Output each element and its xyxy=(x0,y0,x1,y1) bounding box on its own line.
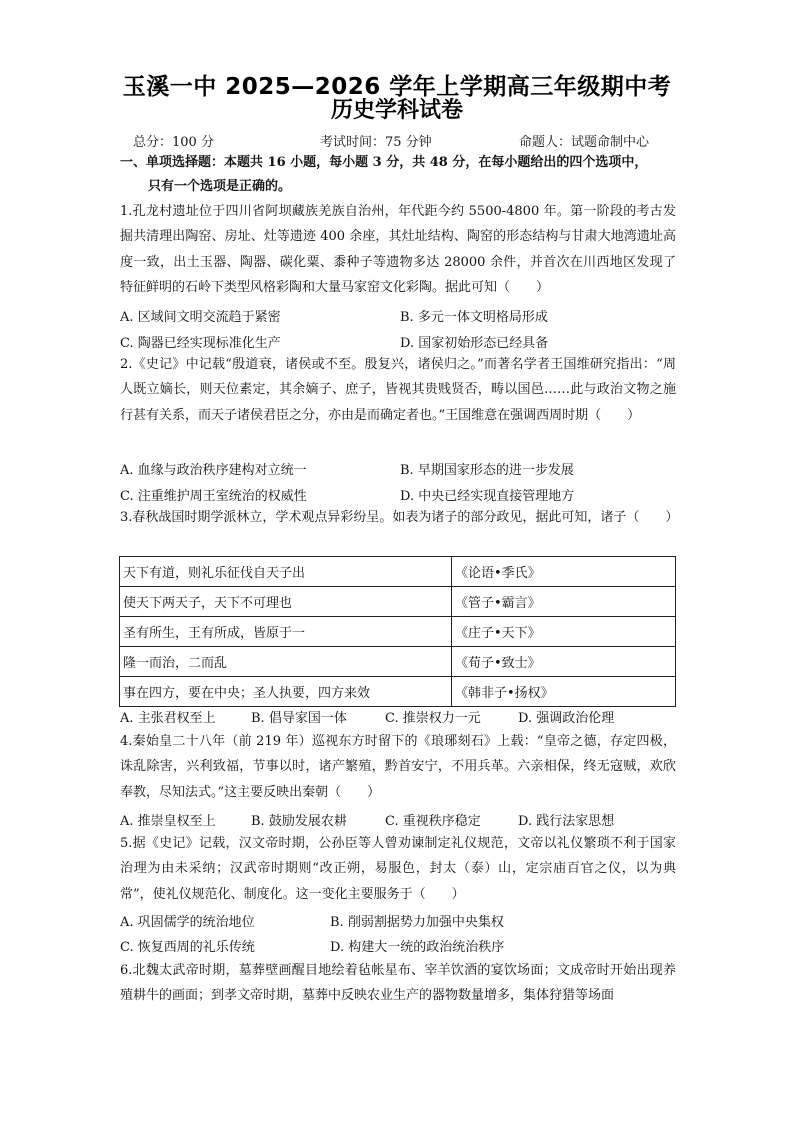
question-1-stem: 1.孔龙村遗址位于四川省阿坝藏族羌族自治州，年代距今约 5500-4800 年。第一阶段的考古发掘共清理出陶窑、房址、灶等遗迹 400 余座，其灶址结构、陶窑的形态结构与甘肃大地湾遗址高度一致，出土玉器、陶器、碳化粟、黍种子等遗物多达 28000 余件，并首次在川西地区发现了特征鲜明的石岭下类型风格彩陶和大量马家窑文化彩陶。据此可知（ ） xyxy=(120,204,676,296)
question-4-stem: 4.秦始皇二十八年（前 219 年）巡视东方时留下的《琅琊刻石》上载：“皇帝之德，存定四极，诛乱除害，兴利致福，节事以时，诸产繁殖，黔首安宁，不用兵革。六亲相保，终无寇贼，欢欣奉教，尽知法式。”这主要反映出秦朝（ ） xyxy=(120,734,676,800)
exam-subtitle: 历史学科试卷 xyxy=(330,98,463,123)
exam-title: 玉溪一中 2025—2026 学年上学期高三年级期中考 xyxy=(122,74,672,100)
section-heading: 一、单项选择题：本题共 16 小题，每小题 3 分，共 48 分，在每小题给出的四个选项中， xyxy=(120,155,648,170)
q4-option-a: A. 推崇皇权至上 xyxy=(120,814,216,829)
q3-option-a: A. 主张君权至上 xyxy=(120,711,216,726)
table-cell-quote: 天下有道，则礼乐征伐自天子出 xyxy=(120,557,452,587)
q3-option-c: C. 推崇权力一元 xyxy=(385,711,481,726)
question-5-stem: 5.据《史记》记载，汉文帝时期，公孙臣等人曾劝谏制定礼仪规范，文帝以礼仪繁琐不利于国家治理为由未采纳；汉武帝时期则“改正朔，易服色，封太（泰）山，定宗庙百官之仪，以为典常”，使礼仪规范化、制度化。这一变化主要服务于（ ） xyxy=(120,836,676,902)
table-cell-source: 《庄子•天下》 xyxy=(452,617,676,647)
table-cell-quote: 圣有所生，王有所成，皆原于一 xyxy=(120,617,452,647)
q1-option-c: C. 陶器已经实现标准化生产 xyxy=(120,336,281,351)
table-row xyxy=(120,647,676,677)
total-score: 总分：100 分 xyxy=(133,135,214,150)
q2-option-d: D. 中央已经实现直接管理地方 xyxy=(400,489,575,504)
table-cell-quote: 隆一而治，二而乱 xyxy=(120,647,452,677)
table-row xyxy=(120,617,676,647)
table-cell-source: 《荀子•致士》 xyxy=(452,647,676,677)
q1-option-b: B. 多元一体文明格局形成 xyxy=(400,310,548,325)
q2-option-a: A. 血缘与政治秩序建构对立统一 xyxy=(120,463,307,478)
table-cell-source: 《管子•霸言》 xyxy=(452,587,676,617)
table-cell-quote: 事在四方，要在中央；圣人执要，四方来效 xyxy=(120,677,452,707)
q3-table xyxy=(119,556,676,707)
table-cell-source: 《韩非子•扬权》 xyxy=(452,677,676,707)
q4-option-c: C. 重视秩序稳定 xyxy=(385,814,481,829)
q2-option-c: C. 注重维护周王室统治的权威性 xyxy=(120,489,307,504)
question-6-stem: 6.北魏太武帝时期，墓葬壁画醒目地绘着毡帐星布、宰羊饮酒的宴饮场面；文成帝时开始出现养殖耕牛的画面；到孝文帝时期，墓葬中反映农业生产的器物数量增多，集体狩猎等场面 xyxy=(120,963,676,1004)
section-heading-cont: 只有一个选项是正确的。 xyxy=(148,179,292,194)
q3-option-d: D. 强调政治伦理 xyxy=(518,711,615,726)
question-3-stem: 3.春秋战国时期学派林立，学术观点异彩纷呈。如表为诸子的部分政见，据此可知，诸子（ ） xyxy=(120,510,679,525)
q5-option-c: C. 恢复西周的礼乐传统 xyxy=(120,940,255,955)
table-row xyxy=(120,557,676,587)
q1-option-a: A. 区域间文明交流趋于紧密 xyxy=(120,310,281,325)
q5-option-a: A. 巩固儒学的统治地位 xyxy=(120,915,255,930)
table-cell-source: 《论语•季氏》 xyxy=(452,557,676,587)
q1-option-d: D. 国家初始形态已经具备 xyxy=(400,336,549,351)
q5-option-b: B. 削弱割据势力加强中央集权 xyxy=(330,915,504,930)
exam-author: 命题人：试题命制中心 xyxy=(519,135,650,150)
q2-option-b: B. 早期国家形态的进一步发展 xyxy=(400,463,574,478)
table-cell-quote: 使天下两天子，天下不可理也 xyxy=(120,587,452,617)
q4-option-d: D. 践行法家思想 xyxy=(518,814,615,829)
table-row xyxy=(120,587,676,617)
question-2-stem: 2.《史记》中记载“殷道衰，诸侯或不至。殷复兴，诸侯归之。”而著名学者王国维研究指出：“周人既立嫡长，则天位素定，其余嫡子、庶子，皆视其贵贱贤否，畴以国邑……此与政治文物之施行甚有关系，而天子诸侯君臣之分，亦由是而确定者也。”王国维意在强调西周时期（ ） xyxy=(120,357,676,423)
q3-option-b: B. 倡导家国一体 xyxy=(251,711,347,726)
table-row xyxy=(120,677,676,707)
exam-time: 考试时间：75 分钟 xyxy=(320,135,432,150)
q4-option-b: B. 鼓励发展农耕 xyxy=(251,814,347,829)
q5-option-d: D. 构建大一统的政治统治秩序 xyxy=(330,940,505,955)
